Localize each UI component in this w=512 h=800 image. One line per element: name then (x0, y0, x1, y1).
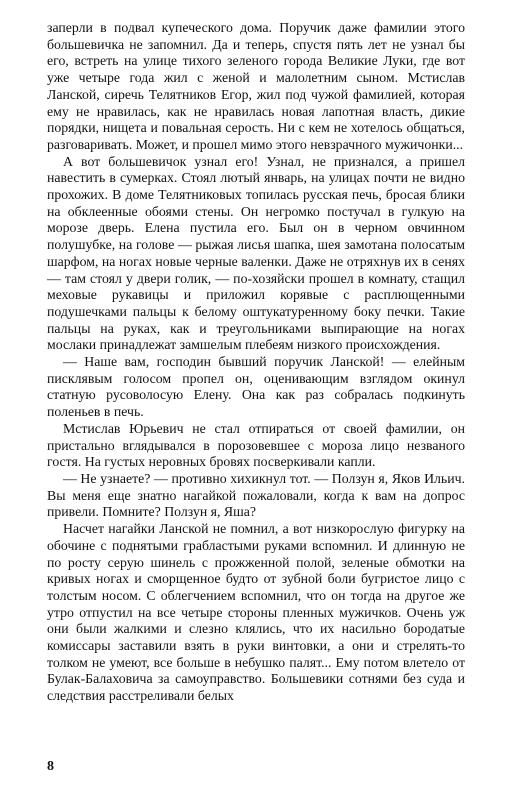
paragraph-6: Насчет нагайки Ланской не помнил, а вот низкорослую фигурку на обочине с поднятыми грабластыми руками вспомнил. И длинную не по росту серую шинель с прожженной полой, зеленые обмотки на кривых ногах и сморщенное будто от зубной боли бугристое лицо с толстым носом. С облегчением вспомнил, что он тогда на другое же утро отпустил на все четыре стороны пленных мужичков. Очень уж они были жалкими и слезно клялись, что их насильно бородатые комиссары заставили взять в руки винтовки, а они и стрелять-то толком не умеют, все больше в небушко палят... Ему потом влетело от Булак-Балаховича за самоуправство. Большевики сотнями без суда и следствия расстреливали белых (47, 521, 465, 704)
page-body-text (47, 20, 465, 705)
paragraph-5: — Не узнаете? — противно хихикнул тот. — Ползун я, Яков Ильич. Вы меня еще знатно нагайкой пожаловали, когда к вам на допрос привели. Помните? Ползун я, Яша? (47, 470, 465, 520)
paragraph-1: заперли в подвал купеческого дома. Поручик даже фамилии этого большевичка не запомнил. Да и теперь, спустя пять лет не узнал бы его, встреть на улице тихого зеленого города Великие Луки, где вот уже четыре года жил с женой и малолетним сыном. Мстислав Ланской, сиречь Телятников Егор, жил под чужой фамилией, которая ему не нравилась, как не нравилась новая лапотная власть, дикие порядки, нищета и повальная серость. Ни с кем не хотелось общаться, разговаривать. Может, и прошел мимо этого невзрачного мужичонки... (47, 20, 465, 152)
paragraph-3: — Наше вам, господин бывший поручик Ланской! — елейным писклявым голосом пропел он, оценивающим взглядом окинул статную русоволосую Елену. Она как раз собралась подкинуть поленьев в печь. (47, 354, 465, 420)
paragraph-2: А вот большевичок узнал его! Узнал, не признался, а пришел навестить в сумерках. Стоял лютый январь, на улицах почти не видно прохожих. В доме Телятниковых топилась русская печь, бросая блики на обклеенные обоями стены. Он негромко постучал в гулкую на морозе дверь. Елена пустила его. Был он в черном овчинном полушубке, на голове — рыжая лисья шапка, шея замотана полосатым шарфом, на ногах новые черные валенки. Даже не отряхнув их в сенях — там стоял у двери голик, — по-хозяйски прошел в комнату, стащил меховые рукавицы и приложил корявые с расплющенными подушечками пальцы к белому оштукатуренному боку печки. Такие пальцы на руках, как и треугольниками выпирающие на ногах мослаки принадлежат замшелым плебеям низкого происхождения. (47, 153, 465, 353)
page-number: 8 (47, 759, 54, 774)
paragraph-4: Мстислав Юрьевич не стал отпираться от своей фамилии, он пристально вглядывался в порозовевшее с мороза лицо незваного гостя. На густых неровных бровях посверкивали капли. (47, 420, 465, 470)
